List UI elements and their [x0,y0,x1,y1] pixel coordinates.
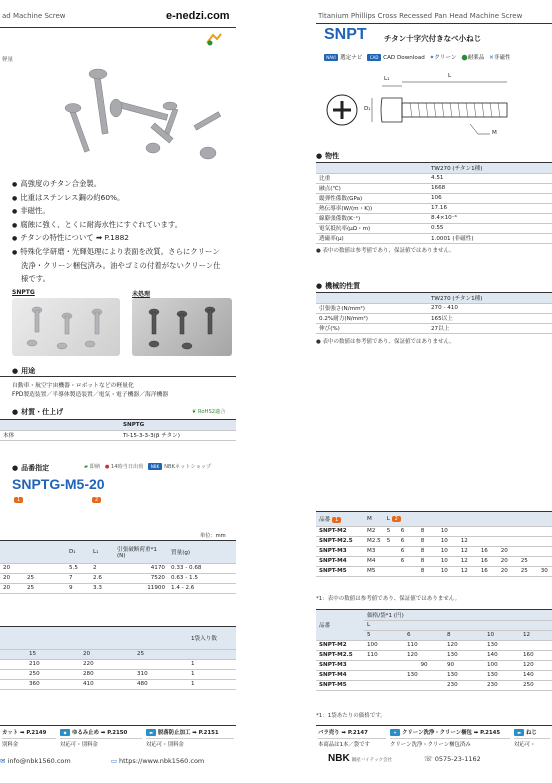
option-cut[interactable]: カット ➡ P.2149 別料金 [0,726,58,750]
product-photo [58,68,228,168]
table-row: 引張強さ(N/mm²) 270 - 410 [316,303,552,313]
price-col-first: 品番 [316,610,364,640]
right-options [316,725,552,750]
length-note: *1：表中の数値は参考値であり、保証値ではありません。 [316,596,461,602]
instant-delivery-icon: ▰ [84,464,88,470]
label-l: L [448,73,452,79]
spec-header-l1: L₁ [90,541,114,563]
treatment-line: 洗浄・クリーン梱包済み。油やゴミの付着がないクリーン仕 [21,260,221,270]
selection-icon: NAVI [324,54,338,61]
usage-line: 自動車・航空宇宙機器・ロボットなどの軽量化 [12,383,134,389]
product-code: SNPT [324,26,367,43]
usage-line: FPD製造装置／半導体製造装置／電気・電子機器／海洋機器 [12,392,169,398]
label-d1: D₁ [364,106,371,112]
page-gutter [240,0,312,783]
table-row: SNPT-M5 M5 8 10 12 16 20 25 30 [316,566,552,576]
table-row: 透磁率(μ) 1.0001 (非磁性) [316,233,552,243]
physical-note: ● 表中の数値は参考値であり、保証値ではありません。 [316,248,455,254]
instant-delivery-label: 即納 [89,464,101,470]
table-row: SNPT-M3 M3 6 8 10 12 16 20 [316,546,552,556]
leaf-icon: ❦ [192,409,197,415]
feature-item: ● 高強度のチタン合金製。 [12,178,237,192]
left-price-table: 1袋入り数 15 20 25 210 220 1 250 280 310 1 360 410 480 1 [0,626,236,690]
feature-item: ● 腐蝕に強く、とくに耐海水性にすぐれています。 [12,219,237,233]
website-link[interactable]: https://www.nbk1560.com [119,757,205,765]
clean-option-icon: ✦ [390,729,400,736]
thread-option-icon: ▬ [514,729,524,736]
table-row: 伸び(%) 27以上 [316,323,552,333]
right-header-rule [316,23,552,24]
physical-title: ● 物性 [316,151,339,161]
feature-item: ● 比重はステンレス鋼の約60%。 [12,192,237,206]
price-note: *1：1袋あたりの価格です。 [316,713,386,719]
table-row: 360 410 480 1 [0,679,236,689]
table-row: 融点(℃) 1668 [316,183,552,193]
table-row: 縦弾性係数(GPa) 106 [316,193,552,203]
label-l1: L₁ [384,76,390,82]
nav-chemical[interactable]: ⬤耐薬品 [461,55,485,61]
nbk-logo: NBK [328,753,350,764]
table-row: SNPT-M5 230 230 250 [316,680,552,690]
physical-col-header: TW270 (チタン1種) [428,163,552,173]
table-row: SNPT-M2.5 M2.5 5 6 8 10 12 [316,536,552,546]
feature-list [12,178,237,246]
table-row: SNPT-M4 130 130 130 140 [316,670,552,680]
option-clean[interactable]: ✦ クリーン洗浄・クリーン梱包 ➡ P.2145 クリーン洗浄・クリーン梱包済み [388,726,512,750]
nav-nonmagnetic[interactable]: ✕非磁性 [489,55,511,61]
option-lock[interactable]: ◆ ゆるみ止め ➡ P.2150 対応可・別料金 [58,726,144,750]
treatment-text [12,246,240,287]
table-row: 熱伝導率(W/(m・K)) 17.16 [316,203,552,213]
part-number-title: ● 品番指定 [12,463,49,473]
mechanical-col-header: TW270 (チタン1種) [428,293,552,303]
option-anti-drop[interactable]: ▬ 脱落防止加工 ➡ P.2151 対応可・別料金 [144,726,236,750]
table-row: 0.2%耐力(N/mm²) 165以上 [316,313,552,323]
mechanical-table [316,292,552,334]
table-row: 20 5.5 2 4170 0.33 - 0.68 [0,563,236,573]
price-header-l: L [364,620,552,630]
material-row-value: Ti-15-3-3-3(β チタン) [120,430,236,440]
material-col-header: SNPTG [120,420,236,430]
table-row: SNPT-M3 90 90 100 120 [316,660,552,670]
spec-header-d1: D₁ [66,541,90,563]
material-table [0,419,236,441]
length-marker-2: 2 [392,516,401,522]
feature-item-link[interactable]: ● チタンの特性について ➡ P.1882 [12,232,237,246]
unit-label: 単位：mm [200,533,226,539]
price-header-main: 価格/袋*1 (円) [364,610,552,620]
table-row: SNPT-M2 100 110 120 130 [316,640,552,650]
mechanical-title: ● 機械的性質 [316,281,360,291]
sample-label-untreated: 未処理 [132,291,151,298]
part-marker-2: 2 [92,496,101,503]
physical-table [316,162,552,244]
phone-icon: ☏ [424,755,433,763]
table-row: SNPT-M4 M4 6 8 10 12 16 20 25 [316,556,552,566]
sale-icon [205,33,223,46]
shop-icon[interactable]: NBK [148,464,164,470]
left-header-rule [0,27,236,28]
cad-icon: CAD [367,54,381,61]
table-row: 電気抵抗率(μΩ・m) 0.55 [316,223,552,233]
right-page [314,0,552,783]
same-day-label: 14時当日出荷 [110,464,144,470]
sample-photo-untreated [132,298,232,356]
rohs-label: RoHS2適合 [198,409,226,415]
email-link[interactable]: info@nbk1560.com [7,757,71,765]
length-marker-1: 1 [332,517,341,523]
product-name: チタン十字穴付きなべ小ねじ [384,34,482,43]
pack-qty-header: 1袋入り数 [188,627,236,649]
nbk-logo-sub: 鍋屋バイテック会社 [351,758,393,763]
lock-icon: ◆ [60,729,70,736]
email-icon: ✉ [0,757,6,765]
brand-logo[interactable]: e-nedzi.com [166,10,230,22]
material-row-label: 本体 [0,430,120,440]
part-number-code: SNPTG-M5-20 [12,476,105,492]
label-m: M [492,130,497,136]
part-marker-1: 1 [14,496,23,503]
treatment-line: 様です。 [21,274,50,283]
table-row: SNPT-M2 M2 5 6 8 10 [316,526,552,536]
sub-label: 軽量 [2,57,14,63]
net-shop-link[interactable]: NBKネットショップ [164,464,212,470]
option-thread[interactable]: ▬ ねじ 対応可・ [512,726,552,750]
spec-header-load: 引張破断荷重*1 (N) [114,541,168,563]
nav-selection[interactable]: NAVI 選定ナビ [324,55,362,61]
table-row: SNPT-M2.5 110 120 130 140 160 [316,650,552,660]
sample-label-snptg: SNPTG [12,289,35,296]
left-page [0,0,240,783]
rohs-badge [192,408,225,415]
phone-number[interactable]: 0575-23-1162 [434,755,481,763]
spec-header-mass: 質量(g) [168,541,236,563]
usage-rule [0,376,236,377]
nav-cad[interactable]: CAD CAD Download [367,55,425,61]
chemical-icon: ⬤ [461,55,468,61]
treatment-line: ● 特殊化学研磨・光輝処理により表面を改質。さらにクリーン [12,246,240,260]
material-title: ● 材質・仕上げ [12,407,63,417]
screw-drawing [320,72,540,144]
length-table: 品番 1 M L 2 SNPT-M2 M2 5 6 8 10 SNPT-M2.5 M2.5 5 6 8 10 12 SNPT-M3 M3 6 8 10 12 16 20 SNPT-M4 M4 6 8 10 12 16 20 25 SNPT-M5 M5 8 10 12 16 20 25 30 [316,511,552,577]
table-row: 比重 4.51 [316,173,552,183]
nav-bar [324,53,511,61]
right-header-title: Titanium Phillips Cross Recessed Pan Head Machine Screw [318,12,523,20]
table-row: 20 25 7 2.6 7520 0.63 - 1.5 [0,573,236,583]
clock-icon: ● [104,464,110,470]
left-footer [0,757,236,765]
clean-icon: ✦ [429,55,435,61]
table-row: 250 280 310 1 [0,669,236,679]
delivery-icons [84,463,211,470]
left-options [0,725,236,750]
left-header-title: ad Machine Screw [2,12,66,20]
sample-photo-snptg [12,298,120,356]
feature-item: ● 非磁性。 [12,205,237,219]
spec-table [0,540,236,594]
table-row: 線膨張係数(K⁻¹) 8.4×10⁻⁶ [316,213,552,223]
option-bulk[interactable]: バラ売り ➡ P.2147 本商品は1本／袋です [316,726,388,750]
nonmagnetic-icon: ✕ [489,55,494,61]
table-row: 20 25 9 3.3 11900 1.4 - 2.6 [0,583,236,593]
web-icon: ▭ [110,757,117,765]
anti-drop-icon: ▬ [146,729,156,736]
nav-clean[interactable]: ✦クリーン [429,55,457,61]
mechanical-note: ● 表中の数値は参考値であり、保証値ではありません。 [316,339,455,345]
table-row: 210 220 1 [0,659,236,669]
usage-title: ● 用途 [12,366,35,376]
right-price-table: 品番 価格/袋*1 (円) L 5 6 8 10 12 SNPT-M2 100 110 120 130 SNPT-M2.5 110 120 130 140 160 SNPT-M3 90 90 100 120 SNPT-M4 130 130 130 140 SNPT-M5 230 230 250 [316,609,552,691]
right-footer [328,753,550,764]
